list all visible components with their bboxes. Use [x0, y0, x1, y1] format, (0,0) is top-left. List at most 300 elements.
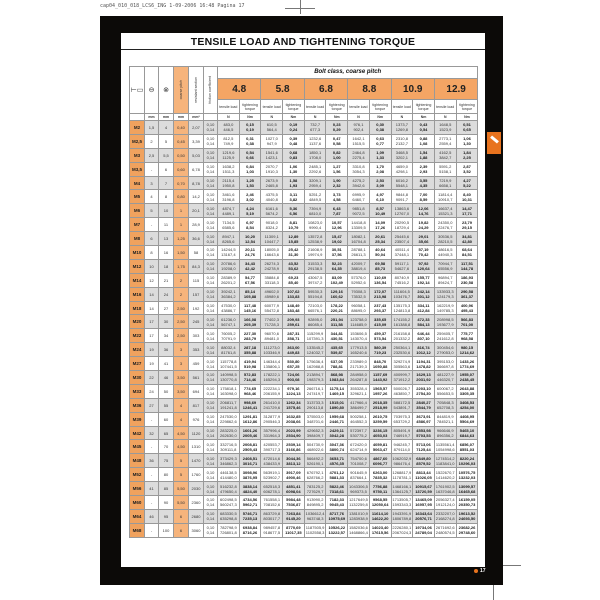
tightening-torque-value: 495,43 — [460, 308, 474, 314]
tensile-load-value: 3054,3 — [352, 169, 365, 175]
tightening-torque-value: 2754,30 — [416, 391, 431, 397]
coefficient: 0,10 — [206, 233, 215, 239]
tensile-load-cell — [304, 218, 326, 232]
tensile-load-cell — [218, 162, 240, 176]
tightening-torque-cell — [283, 273, 305, 287]
tightening-torque-value: 415,09 — [374, 321, 387, 327]
coefficient: 0,10 — [206, 497, 215, 503]
tightening-torque-value: 35,66 — [418, 238, 429, 244]
tightening-torque-cell — [369, 134, 391, 148]
tensile-load-value: 1637046,8 — [435, 488, 455, 494]
tensile-load-value: 165294,3 — [263, 377, 281, 383]
tensile-load-value: 805491,9 — [393, 428, 411, 434]
tightening-torque-value: 16343,64 — [415, 511, 432, 517]
tightening-torque-value: 1433,26 — [459, 358, 475, 364]
tightening-torque-cell — [369, 204, 391, 218]
friction-coefficients — [204, 162, 218, 176]
tightening-torque-cell — [239, 357, 261, 371]
tightening-torque-cell — [456, 259, 478, 273]
tensile-load-value: 726801,8 — [220, 530, 237, 536]
tensile-load-value: 96058,1 — [351, 303, 366, 309]
tensile-load-value: 398409,7 — [306, 433, 324, 439]
tightening-torque-value: 1194,31 — [416, 358, 431, 364]
tensile-load-cell — [391, 468, 413, 482]
tightening-torque-value: 117,48 — [244, 303, 257, 309]
tensile-load-cell — [348, 259, 370, 273]
tightening-torque-cell — [456, 468, 478, 482]
tightening-torque-value: 148,49 — [287, 303, 300, 309]
tensile-load-value: 963748,3 — [306, 516, 324, 522]
tensile-load-value: 782798,9 — [220, 525, 237, 531]
tensile-load-value: 305563,6 — [393, 363, 411, 369]
tightening-torque-value: 1,06 — [289, 164, 298, 170]
unit-empty — [204, 114, 218, 121]
tensile-load-value: 8947,1 — [222, 233, 235, 239]
tightening-torque-value: 11017,35 — [285, 530, 302, 536]
tensile-load-cell — [304, 398, 326, 412]
tightening-torque-value: 0,63 — [376, 136, 385, 142]
tightening-torque-value: 2610,75 — [372, 414, 388, 420]
tensile-load-value: 2070,7 — [265, 164, 278, 170]
tightening-torque-value: 0,58 — [332, 141, 341, 147]
tightening-torque-cell — [369, 176, 391, 190]
tensile-load-cell — [218, 454, 240, 468]
unit-k: mm — [159, 114, 174, 121]
tensile-load-cell — [304, 454, 326, 468]
friction-coefficients — [204, 218, 218, 232]
tensile-load-value: 1511,3 — [222, 169, 235, 175]
bolt-size: M27 — [130, 357, 145, 371]
tensile-load-cell — [348, 426, 370, 440]
tightening-torque-value: 230,58 — [460, 280, 474, 286]
tensile-load-value: 13572,8 — [307, 233, 323, 239]
bolt-size: M14 — [130, 273, 145, 287]
tensile-load-value: 1468166,1 — [392, 483, 412, 489]
tightening-torque-cell — [283, 315, 305, 329]
table-row — [130, 384, 478, 398]
tightening-torque-cell — [326, 440, 348, 454]
coarse-pitch: 5,50 — [174, 482, 189, 496]
resistant-section: 1310 — [189, 440, 204, 454]
tensile-load-cell — [261, 440, 283, 454]
coefficient: 0,14 — [206, 405, 215, 411]
unit-load: N — [304, 114, 326, 121]
tightening-torque-value: 2031,92 — [416, 377, 431, 383]
tensile-load-value: 1950,8 — [222, 183, 235, 188]
tightening-torque-value: 4053,03 — [372, 433, 388, 439]
tightening-torque-cell — [283, 523, 305, 537]
tightening-torque-value: 0,82 — [332, 150, 341, 156]
tensile-load-value: 652518,3 — [263, 483, 281, 489]
bolt-size: M2 — [130, 121, 145, 135]
bolt-size: M45 — [130, 440, 145, 454]
tensile-load-cell — [434, 509, 456, 523]
tightening-torque-value: 6938,84 — [242, 525, 258, 531]
tightening-torque-value: 2018,35 — [372, 400, 388, 406]
tightening-torque-value: 3653,71 — [329, 455, 345, 461]
tightening-torque-cell — [456, 190, 478, 204]
coarse-pitch: 4,50 — [174, 440, 189, 454]
friction-coefficients — [204, 343, 218, 357]
table-row — [130, 273, 478, 287]
head-height: 27 — [159, 301, 174, 315]
tightening-torque-value: 1175,14 — [329, 386, 344, 392]
content-panel — [121, 33, 485, 567]
table-row — [130, 218, 478, 232]
tightening-torque-value: 84,51 — [461, 252, 472, 258]
tightening-torque-value: 2203,10 — [416, 386, 431, 392]
tightening-torque-value: 2539,14 — [286, 441, 301, 447]
tightening-torque-value: 848,70 — [374, 358, 387, 364]
tightening-torque-value: 251,94 — [330, 316, 343, 322]
coefficient: 0,10 — [206, 275, 215, 281]
coarse-pitch: 1,50 — [174, 246, 189, 260]
tightening-torque-value: 52,23 — [331, 261, 342, 267]
tightening-torque-cell — [283, 468, 305, 482]
coefficient: 0,10 — [206, 344, 215, 350]
tensile-load-cell — [304, 204, 326, 218]
tensile-load-value: 1806789,8 — [392, 516, 412, 522]
tightening-torque-cell — [326, 134, 348, 148]
tensile-load-value: 37448,1 — [394, 252, 410, 258]
tightening-torque-value: 4734,56 — [242, 497, 258, 503]
tensile-load-value: 149785,3 — [436, 308, 454, 314]
tightening-torque-value: 20,61 — [375, 233, 386, 239]
coefficient: 0,14 — [206, 127, 215, 133]
tightening-torque-value: 160,62 — [330, 294, 343, 300]
tightening-torque-cell — [413, 468, 435, 482]
tightening-torque-cell — [239, 287, 261, 301]
tightening-torque-value: 13099,57 — [458, 483, 476, 489]
tensile-load-cell — [218, 412, 240, 426]
table-row — [130, 134, 478, 148]
tightening-torque-cell — [326, 329, 348, 343]
tightening-torque-cell — [413, 218, 435, 232]
tensile-load-value: 18005,0 — [264, 247, 279, 253]
tightening-torque-value: 1157,69 — [373, 372, 388, 378]
resistant-section: 459 — [189, 357, 204, 371]
tensile-load-value: 13167,4 — [221, 252, 236, 258]
tightening-torque-value: 120,64 — [417, 266, 430, 272]
bolt-size: M16 — [130, 287, 145, 301]
resistant-section: 20,1 — [189, 204, 204, 218]
tightening-torque-value: 430,51 — [330, 335, 343, 341]
tensile-load-value: 1268817,9 — [392, 469, 412, 475]
tensile-load-cell — [261, 371, 283, 385]
table-row — [130, 301, 478, 315]
tensile-load-cell — [218, 440, 240, 454]
tensile-load-value: 395153,0 — [436, 358, 454, 364]
tensile-load-value: 133545,2 — [306, 344, 324, 350]
tensile-load-cell — [261, 162, 283, 176]
tightening-torque-value: 0,24 — [289, 127, 298, 133]
tightening-torque-value: 5746,71 — [242, 511, 258, 517]
coefficient: 0,10 — [206, 525, 215, 531]
friction-coefficients — [204, 301, 218, 315]
tightening-torque-value: 12,54 — [245, 238, 256, 244]
resistant-section: 817 — [189, 398, 204, 412]
head-height: 11 — [159, 218, 174, 232]
tightening-torque-cell — [369, 232, 391, 246]
tensile-load-value: 11814,4 — [438, 191, 453, 197]
tightening-torque-value: 7182,33 — [329, 497, 345, 503]
tightening-torque-value: 5063,47 — [372, 446, 388, 452]
tensile-load-value: 348701,6 — [306, 419, 324, 425]
tensile-load-value: 10823,0 — [307, 219, 323, 225]
tensile-load-cell — [218, 246, 240, 260]
tightening-torque-value: 8,59 — [419, 196, 428, 202]
tensile-load-value: 4298,1 — [395, 169, 408, 175]
tightening-torque-value: 1,56 — [332, 169, 341, 175]
tightening-torque-value: 4900,46 — [286, 474, 301, 480]
head-width: 24 — [145, 384, 159, 398]
head-width: 14 — [145, 287, 159, 301]
tightening-torque-value: 6,10 — [376, 196, 385, 202]
tightening-torque-value: 998,69 — [243, 400, 257, 406]
tensile-load-value: 500258,1 — [350, 414, 367, 420]
tightening-torque-cell — [283, 148, 305, 162]
tensile-load-value: 602498,5 — [220, 497, 237, 503]
tensile-load-value: 5591,2 — [439, 164, 452, 170]
tightening-torque-value: 0,19 — [289, 122, 298, 128]
tensile-load-value: 57376,0 — [351, 275, 366, 281]
head-height: 85 — [159, 482, 174, 496]
tensile-load-value: 39747,2 — [307, 280, 323, 286]
friction-coefficients — [204, 176, 218, 190]
tightening-torque-cell — [283, 259, 305, 273]
tightening-torque-cell — [413, 273, 435, 287]
tensile-load-cell — [391, 162, 413, 176]
tightening-torque-value: 3800,74 — [329, 446, 345, 452]
tightening-torque-cell — [239, 398, 261, 412]
tightening-torque-cell — [413, 315, 435, 329]
tightening-torque-value: 335,65 — [374, 316, 387, 322]
coefficient: 0,14 — [206, 224, 215, 230]
tensile-load-cell — [391, 357, 413, 371]
tightening-torque-value: 0,30 — [376, 122, 385, 128]
tensile-load-value: 543891,7 — [393, 405, 411, 411]
coarse-pitch: 5 — [174, 454, 189, 468]
tensile-load-cell — [391, 412, 413, 426]
tightening-torque-cell — [456, 329, 478, 343]
tightening-torque-value: 1,03 — [246, 169, 254, 175]
tightening-torque-value: 23682,26 — [458, 525, 476, 531]
tensile-load-cell — [434, 162, 456, 176]
resistant-section: 2030 — [189, 482, 204, 496]
head-height: 16 — [159, 246, 174, 260]
tightening-torque-value: 8,40 — [463, 191, 471, 197]
coarse-pitch: 4 — [174, 412, 189, 426]
tensile-load-value: 29138,5 — [307, 266, 323, 272]
tightening-torque-value: 4,24 — [246, 205, 254, 211]
table-row — [130, 287, 478, 301]
tensile-load-cell — [434, 273, 456, 287]
tensile-load-value: 241729,6 — [263, 405, 281, 411]
tensile-load-value: 44940,3 — [437, 252, 453, 258]
tightening-torque-value: 19734,06 — [415, 525, 432, 531]
tensile-load-value: 165240,6 — [350, 349, 367, 355]
head-width: 36 — [145, 454, 159, 468]
tensile-load-value: 201332,2 — [393, 335, 411, 341]
tensile-load-value: 3310,8 — [352, 164, 365, 170]
tensile-load-value: 26201,2 — [221, 280, 236, 286]
unit-empty — [130, 114, 145, 121]
tensile-load-value: 708152,6 — [263, 502, 281, 508]
coefficient: 0,14 — [206, 196, 215, 202]
tightening-torque-value: 968,46 — [243, 391, 257, 397]
tensile-load-value: 946245,7 — [393, 441, 411, 447]
tightening-torque-cell — [326, 162, 348, 176]
tightening-torque-value: 3,02 — [246, 196, 254, 202]
tightening-torque-value: 435,65 — [330, 344, 343, 350]
tensile-load-cell — [434, 148, 456, 162]
col-coeff-header — [204, 67, 218, 114]
tightening-torque-value: 13222,57 — [328, 530, 346, 536]
tensile-load-value: 749,9 — [223, 141, 234, 147]
tightening-torque-cell — [369, 287, 391, 301]
tensile-load-cell — [261, 468, 283, 482]
tensile-load-value: 677,3 — [310, 127, 321, 133]
tensile-load-cell — [261, 482, 283, 496]
tightening-torque-cell — [413, 301, 435, 315]
tightening-torque-value: 1,88 — [419, 155, 428, 161]
tensile-load-cell — [218, 148, 240, 162]
tightening-torque-value: 29748,60 — [458, 530, 476, 536]
tightening-torque-value: 1262,34 — [286, 400, 301, 406]
tensile-load-value: 133933,3 — [436, 289, 454, 295]
tensile-load-cell — [304, 440, 326, 454]
tightening-torque-cell — [239, 259, 261, 273]
head-width: 8 — [145, 246, 159, 260]
tensile-load-value: 1219,6 — [222, 150, 235, 156]
friction-coefficients — [204, 315, 218, 329]
tensile-load-value: 45989,6 — [264, 294, 279, 300]
tensile-load-value: 115299,9 — [306, 330, 324, 336]
coefficient: 0,10 — [206, 511, 215, 517]
tensile-load-value: 43886,7 — [221, 308, 236, 314]
tensile-load-cell — [304, 482, 326, 496]
tensile-load-subheader: tensile load — [348, 100, 370, 114]
tightening-torque-value: 637,05 — [330, 358, 343, 364]
tensile-load-value: 72103,0 — [307, 303, 323, 309]
bolt-size: M10 — [130, 246, 145, 260]
tensile-load-cell — [348, 440, 370, 454]
tightening-torque-cell — [283, 329, 305, 343]
tensile-load-value: 15321,3 — [437, 210, 453, 216]
tightening-torque-cell — [326, 204, 348, 218]
tensile-load-value: 4040,8 — [265, 196, 278, 202]
tensile-load-value: 784521,1 — [436, 419, 454, 425]
tightening-torque-value: 2008,81 — [242, 441, 258, 447]
tightening-torque-value: 0,39 — [289, 136, 298, 142]
tightening-torque-cell — [369, 398, 391, 412]
bolt-size: M7 — [130, 218, 145, 232]
tensile-load-cell — [434, 134, 456, 148]
friction-coefficients — [204, 440, 218, 454]
tensile-load-value: 19208,0 — [221, 266, 236, 272]
tensile-load-cell — [348, 162, 370, 176]
friction-coefficients — [204, 287, 218, 301]
unit-load: N — [261, 114, 283, 121]
tensile-load-cell — [261, 496, 283, 510]
tensile-load-cell — [261, 329, 283, 343]
head-height: 75 — [159, 454, 174, 468]
tightening-torque-value: 10975,69 — [328, 516, 346, 522]
tensile-load-value: 1036612,4 — [305, 511, 325, 517]
tensile-load-value: 652708,3 — [436, 405, 454, 411]
tightening-torque-cell — [326, 301, 348, 315]
head-height: 46 — [159, 371, 174, 385]
tensile-load-value: 500026,7 — [393, 386, 411, 392]
tightening-torque-value: 1890,80 — [329, 405, 345, 411]
tensile-load-value: 913990,2 — [306, 497, 324, 503]
tensile-load-value: 8265,6 — [222, 238, 235, 244]
tightening-torque-cell — [326, 496, 348, 510]
tensile-load-value: 10910,7 — [437, 196, 453, 202]
tightening-torque-cell — [326, 218, 348, 232]
friction-coefficients — [204, 190, 218, 204]
tensile-load-value: 414480,0 — [220, 474, 237, 480]
tightening-torque-value: 1,54 — [419, 150, 428, 156]
tensile-load-cell — [391, 232, 413, 246]
tensile-load-cell — [218, 315, 240, 329]
print-slug: cap04_010_018_LCS6_ING 1-09-2006 16:48 Pagina 17 — [100, 3, 245, 9]
tightening-torque-value: 3044,36 — [286, 455, 301, 461]
tensile-load-cell — [391, 218, 413, 232]
coarse-pitch: 0,80 — [174, 190, 189, 204]
tensile-load-value: 26611,3 — [351, 252, 366, 258]
tightening-torque-value: 7263,84 — [286, 511, 301, 517]
head-width: 27 — [145, 398, 159, 412]
tensile-load-value: 140998,5 — [220, 372, 237, 378]
tensile-load-value: 366697,8 — [436, 363, 454, 369]
tensile-load-value: 13863,6 — [394, 205, 410, 211]
tensile-load-value: 103476,7 — [393, 294, 411, 300]
resistant-section: 5,03 — [189, 148, 204, 162]
tightening-torque-cell — [413, 148, 435, 162]
tightening-torque-value: 5504,69 — [459, 419, 475, 425]
tensile-load-cell — [348, 496, 370, 510]
tightening-torque-value: 1012,12 — [416, 349, 431, 355]
tightening-torque-value: 68,64 — [461, 247, 472, 253]
tightening-torque-value: 85,40 — [288, 280, 299, 286]
coefficient: 0,14 — [206, 391, 215, 397]
tensile-load-cell — [261, 134, 283, 148]
tightening-torque-value: 4254,00 — [459, 405, 475, 411]
tensile-load-value: 1135561,4 — [435, 441, 455, 447]
tensile-load-value: 198379,3 — [306, 377, 324, 383]
tightening-torque-cell — [326, 259, 348, 273]
tensile-load-value: 2132,7 — [395, 141, 408, 147]
tightening-torque-value: 57,19 — [418, 247, 429, 253]
tensile-load-value: 162219,9 — [436, 303, 454, 309]
tightening-torque-value: 1,30 — [289, 169, 298, 175]
tensile-load-value: 504730,9 — [306, 441, 324, 447]
tightening-torque-value: 7235,13 — [242, 516, 258, 522]
tightening-torque-value: 133,83 — [287, 294, 300, 300]
tensile-load-value: 1642,1 — [352, 136, 365, 142]
tightening-torque-value: 12050,64 — [371, 502, 389, 508]
tightening-torque-cell — [413, 496, 435, 510]
head-height: 100 — [159, 523, 174, 537]
tightening-torque-cell — [413, 509, 435, 523]
tensile-load-value: 863729,8 — [263, 511, 281, 517]
tensile-load-value: 59117,1 — [394, 261, 409, 267]
tightening-torque-cell — [456, 412, 478, 426]
tensile-load-value: 676792,1 — [306, 469, 324, 475]
tensile-load-value: 55194,8 — [307, 294, 323, 300]
tensile-load-cell — [434, 287, 456, 301]
